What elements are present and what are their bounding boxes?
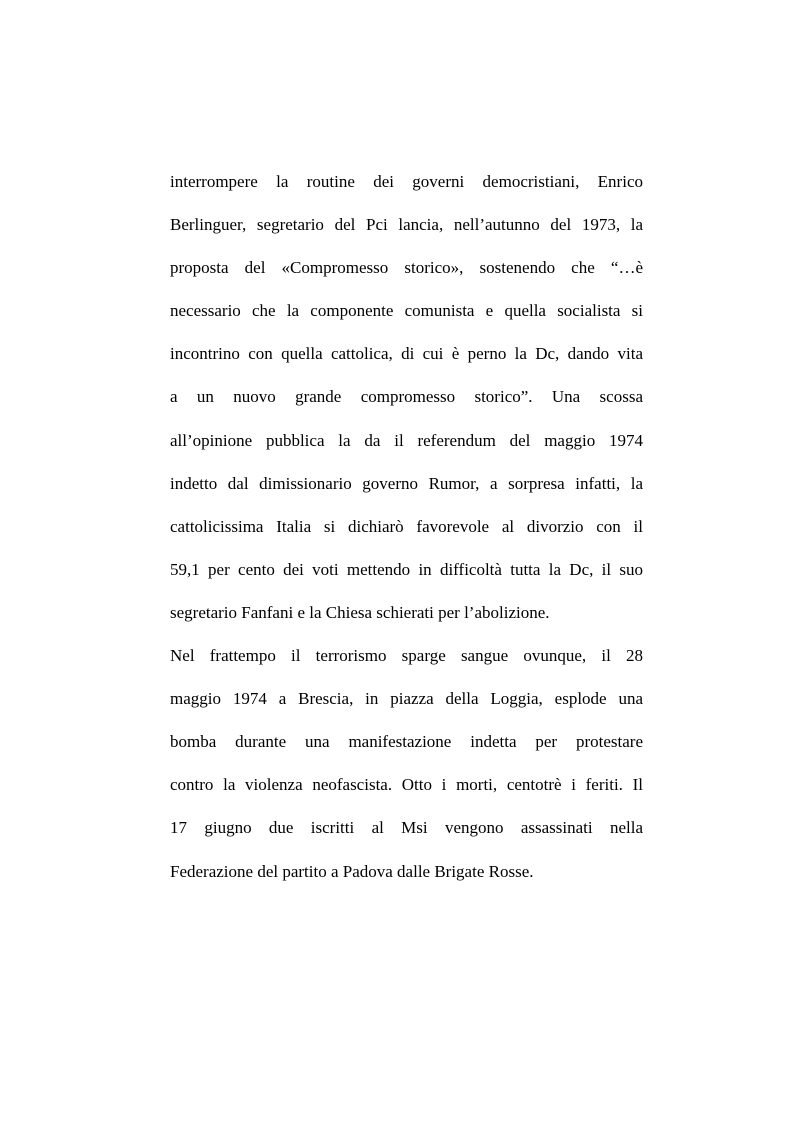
text-line: cattolicissima Italia si dichiarò favorevole al divorzio con il (170, 516, 643, 536)
text-line: a un nuovo grande compromesso storico”. Una scossa (170, 387, 643, 407)
text-line: indetto dal dimissionario governo Rumor, a sorpresa infatti, la (170, 473, 643, 493)
text-line: all’opinione pubblica la da il referendum del maggio 1974 (170, 430, 643, 450)
text-line: Berlinguer, segretario del Pci lancia, nell’autunno del 1973, la (170, 215, 643, 235)
text-line: 17 giugno due iscritti al Msi vengono assassinati nella (170, 818, 643, 838)
text-line: Nel frattempo il terrorismo sparge sangue ovunque, il 28 (170, 646, 643, 666)
text-line: incontrino con quella cattolica, di cui è perno la Dc, dando vita (170, 344, 643, 364)
text-line: bomba durante una manifestazione indetta per protestare (170, 732, 643, 752)
text-line: 59,1 per cento dei voti mettendo in difficoltà tutta la Dc, il suo (170, 559, 643, 579)
text-line: interrompere la routine dei governi democristiani, Enrico (170, 172, 643, 191)
paragraph-end-line: segretario Fanfani e la Chiesa schierati per l’abolizione. (170, 602, 550, 622)
text-line: necessario che la componente comunista e quella socialista si (170, 301, 643, 321)
text-line: proposta del «Compromesso storico», sostenendo che “…è (170, 258, 643, 278)
body-text (170, 167, 643, 900)
text-line: maggio 1974 a Brescia, in piazza della Loggia, esplode una (170, 689, 643, 709)
text-line: contro la violenza neofascista. Otto i morti, centotrè i feriti. Il (170, 775, 643, 795)
paragraph-end-line: Federazione del partito a Padova dalle Brigate Rosse. (170, 861, 534, 881)
